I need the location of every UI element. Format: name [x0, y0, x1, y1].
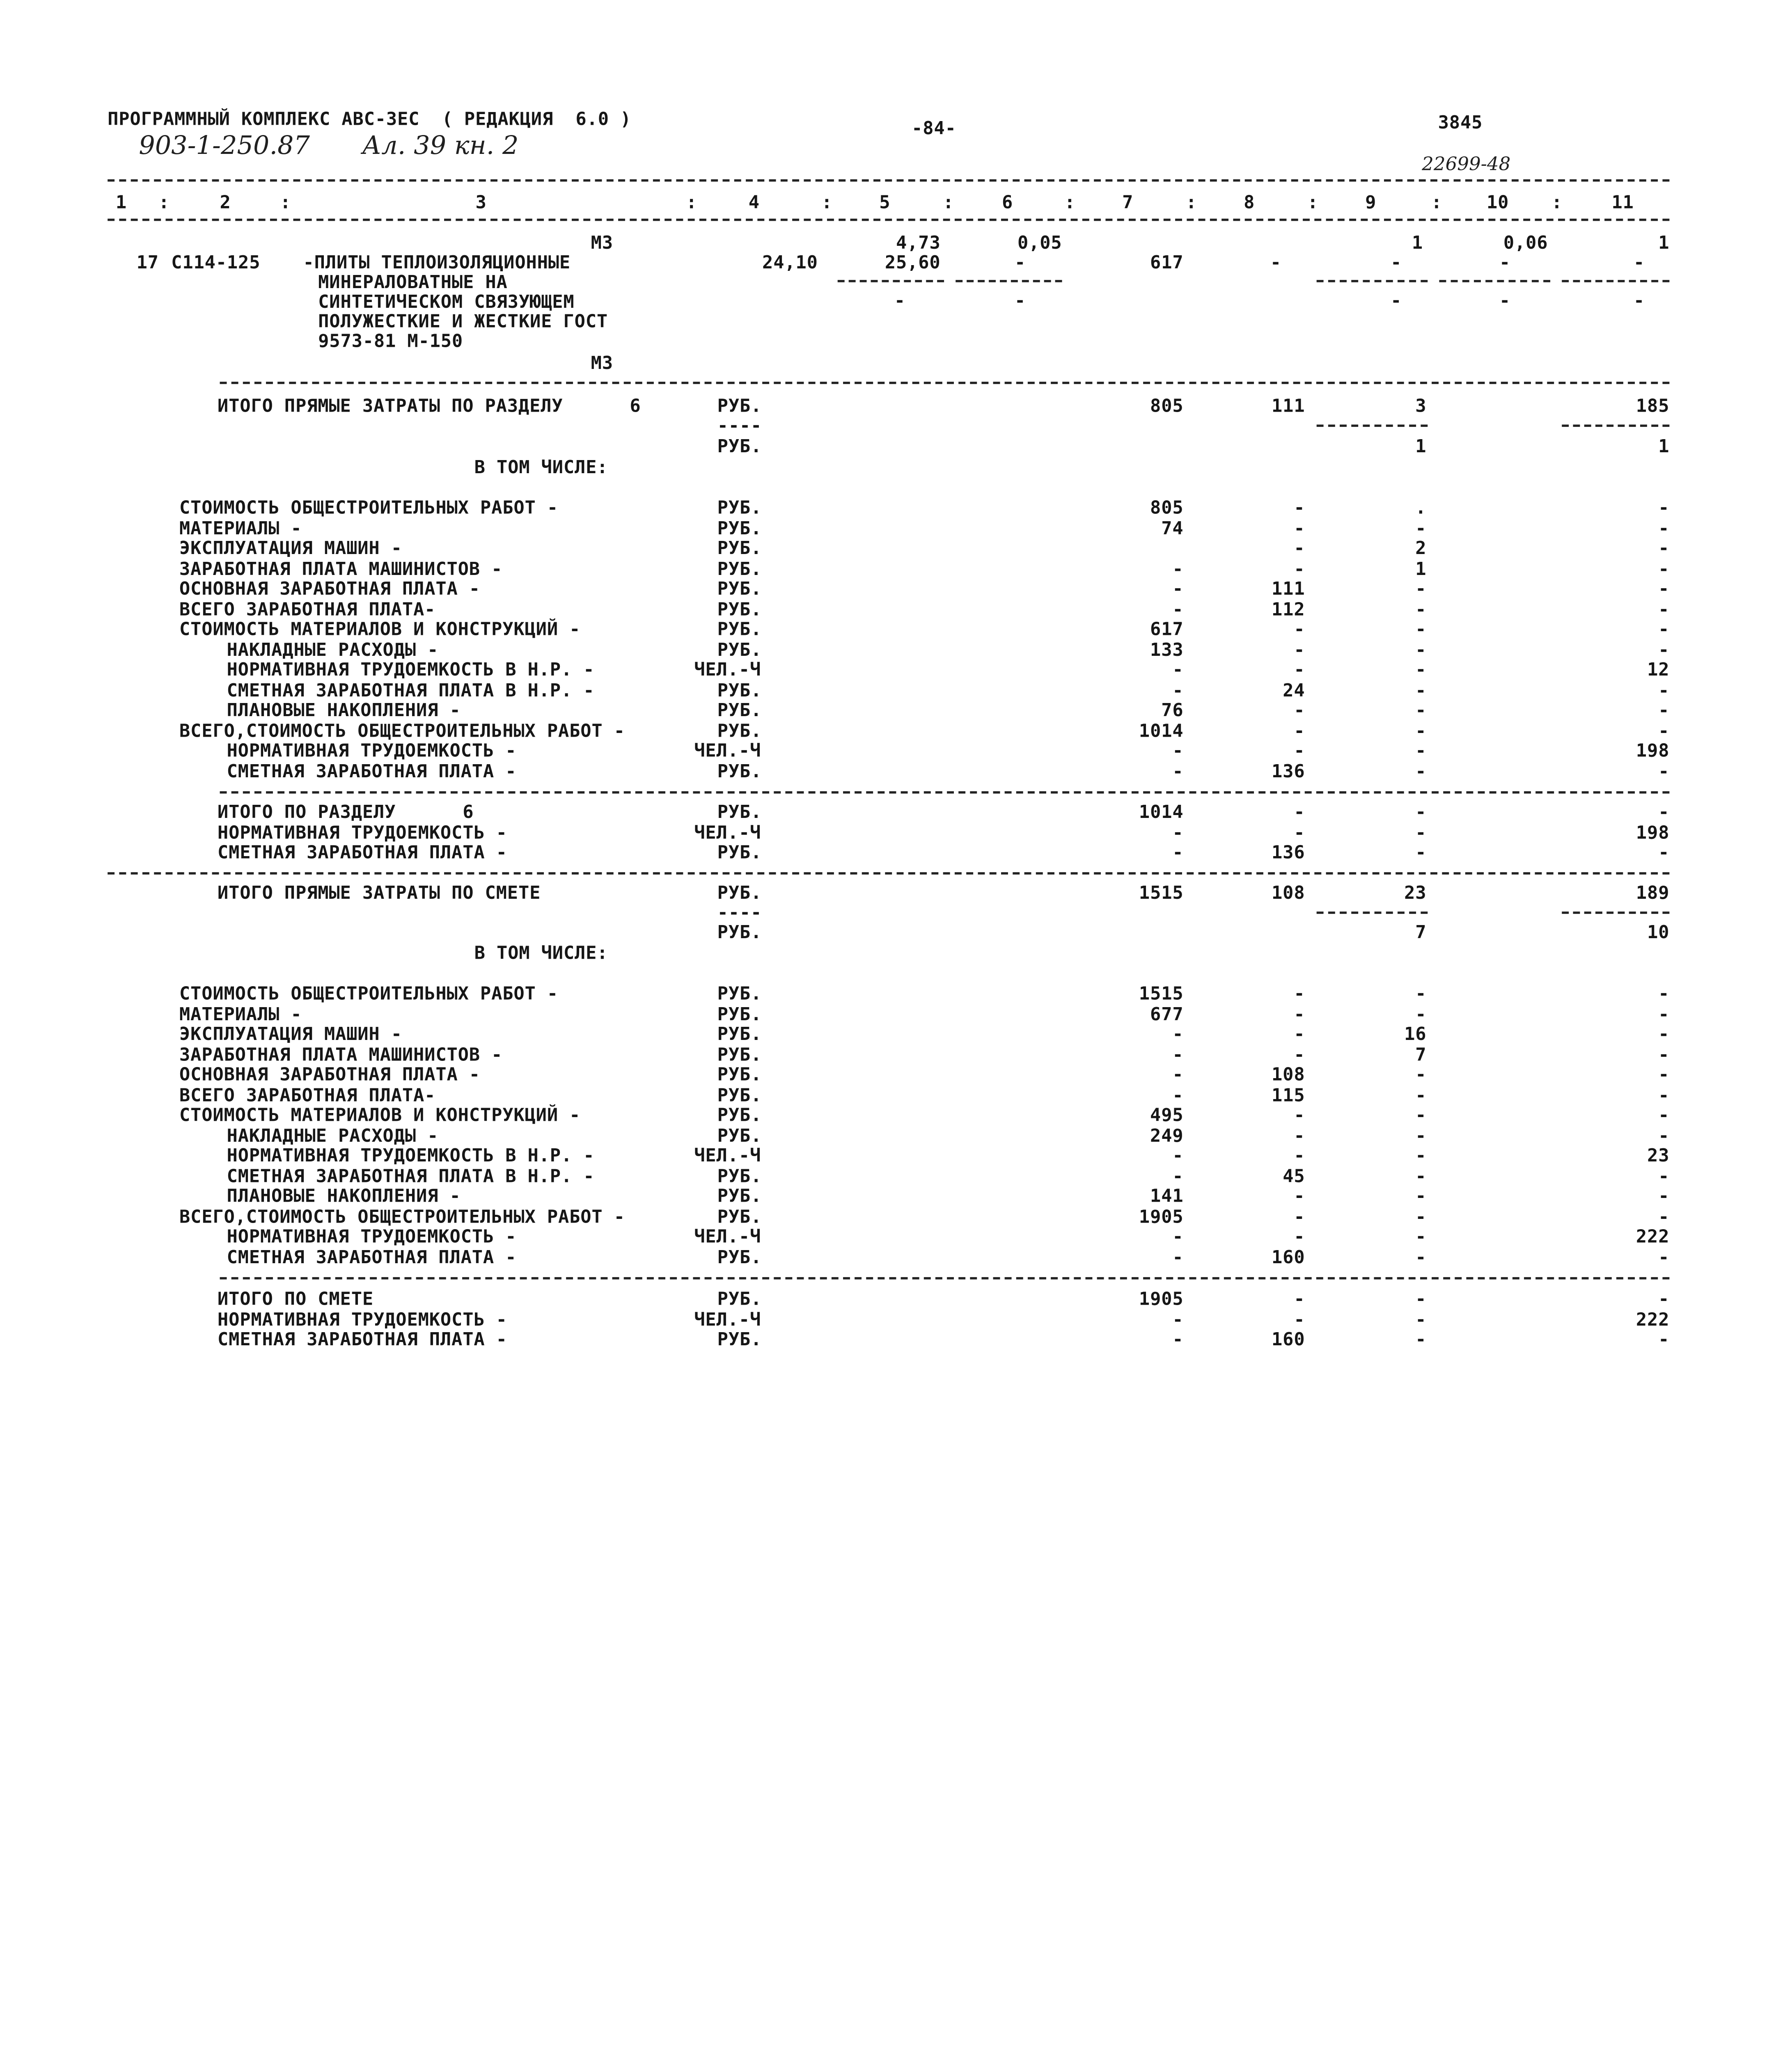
row-unit: РУБ. — [717, 538, 762, 559]
row-unit: РУБ. — [717, 1329, 762, 1350]
item-c6-top: 0,05 — [1017, 232, 1062, 254]
value-c8: 111 — [1272, 395, 1305, 417]
handwritten-project-number: 903-1-250.87 — [139, 132, 310, 161]
unit: РУБ. — [717, 436, 762, 457]
row-c9: - — [1415, 679, 1427, 701]
rule — [108, 179, 1669, 182]
column-number: 10 — [1487, 192, 1509, 213]
row-label: ЭКСПЛУАТАЦИЯ МАШИН - — [179, 538, 402, 559]
column-number: 9 — [1365, 192, 1377, 213]
row-c8: 136 — [1272, 760, 1305, 782]
row-c8: - — [1294, 720, 1305, 741]
row-c9: - — [1415, 1289, 1427, 1310]
page-marker: -84- — [912, 118, 956, 139]
row-c11: - — [1658, 1125, 1670, 1146]
row-unit: РУБ. — [717, 1024, 762, 1045]
row-c8: 108 — [1272, 1064, 1305, 1085]
row-c8: - — [1294, 619, 1305, 640]
row-label: МАТЕРИАЛЫ - — [179, 518, 302, 539]
item-c11-bot: - — [1634, 290, 1645, 311]
column-number: 3 — [475, 192, 487, 213]
row-label: СМЕТНАЯ ЗАРАБОТНАЯ ПЛАТА - — [227, 760, 517, 782]
row-c11: - — [1658, 1165, 1670, 1186]
item-c11-mid: - — [1634, 252, 1645, 273]
column-number: 11 — [1611, 192, 1634, 213]
rule — [220, 382, 1670, 384]
row-c9: - — [1415, 639, 1427, 660]
rule — [1562, 424, 1669, 427]
value-c7: 1515 — [1139, 882, 1184, 904]
row-unit: РУБ. — [717, 497, 762, 518]
including-heading: В ТОМ ЧИСЛЕ: — [474, 457, 608, 478]
row-c8: - — [1294, 740, 1305, 761]
rule — [1439, 280, 1550, 282]
value-c11: 1 — [1658, 436, 1670, 457]
row-c7: - — [1172, 1024, 1184, 1045]
row-c11: 222 — [1636, 1309, 1670, 1330]
row-label: ИТОГО ПО РАЗДЕЛУ 6 — [217, 802, 474, 823]
row-c8: 45 — [1283, 1165, 1305, 1186]
row-c7: - — [1172, 679, 1184, 701]
row-c9: - — [1415, 822, 1427, 843]
row-c7: - — [1172, 558, 1184, 579]
row-unit: РУБ. — [717, 1104, 762, 1126]
row-c11: - — [1658, 802, 1670, 823]
row-label: СТОИМОСТЬ ОБЩЕСТРОИТЕЛЬНЫХ РАБОТ - — [179, 497, 558, 518]
row-label: МАТЕРИАЛЫ - — [179, 1003, 302, 1024]
row-c9: - — [1415, 1329, 1427, 1350]
row-unit: РУБ. — [717, 842, 762, 863]
row-c11: - — [1658, 497, 1670, 518]
row-label: СМЕТНАЯ ЗАРАБОТНАЯ ПЛАТА - — [217, 1329, 507, 1350]
row-c7: - — [1172, 578, 1184, 600]
row-c11: - — [1658, 598, 1670, 620]
row-label: НОРМАТИВНАЯ ТРУДОЕМКОСТЬ - — [217, 822, 507, 843]
item-c6-mid: - — [1015, 252, 1026, 273]
row-c9: - — [1415, 598, 1427, 620]
row-c8: - — [1294, 1226, 1305, 1247]
including-heading: В ТОМ ЧИСЛЕ: — [474, 943, 608, 964]
row-unit: РУБ. — [717, 1064, 762, 1085]
row-c8: - — [1294, 1104, 1305, 1126]
row-c7: 1905 — [1139, 1206, 1184, 1227]
row-unit: РУБ. — [717, 1165, 762, 1186]
item-c9-top: 1 — [1412, 232, 1423, 254]
row-c7: 1515 — [1139, 983, 1184, 1004]
row-c11: - — [1658, 518, 1670, 539]
unit: РУБ. — [717, 922, 762, 943]
row-c9: - — [1415, 1084, 1427, 1106]
row-c8: - — [1294, 1289, 1305, 1310]
row-unit: РУБ. — [717, 1044, 762, 1065]
row-c7: - — [1172, 1309, 1184, 1330]
document-page: ПРОГРАММНЫЙ КОМПЛЕКС АВС-3ЕС ( РЕДАКЦИЯ 6.0 ) -84- 3845 903-1-250.87 Ал. 39 кн. 2 22699-48 1 : 2 : 3 : 4 : 5 : 6 : 7 : 8 : 9 : 10 : 11 М3 17 С114-125 -ПЛИТЫ ТЕПЛОИЗОЛЯЦИОННЫЕ МИНЕРАЛОВАТНЫЕ НА СИНТЕТИЧЕСКОМ СВЯЗУЮЩЕМ ПОЛУЖЕСТКИЕ И ЖЕСТКИЕ ГОСТ 9573-81 М-150 М3 24,10 4,73 25,60 - 0,05 - - 617 - 1 - - 0,06 - - 1 - - ИТОГО ПРЯМЫЕ ЗАТРАТЫ ПО РАЗДЕЛУ 6 РУБ. ---- РУБ. 805 111 3 1 185 1 В ТОМ ЧИСЛЕ: СТОИМОСТЬ ОБЩЕСТРОИТЕЛЬНЫХ РАБОТ - РУБ. 805 - . - МАТЕРИАЛЫ - РУБ. 74 - - - ЭКСПЛУАТАЦИЯ МАШИН - РУБ. - 2 - ЗАРАБОТНАЯ ПЛАТА МАШИНИСТОВ - РУБ. - - 1 - ОСНОВНАЯ ЗАРАБОТНАЯ ПЛАТА - РУБ. - 111 - - ВСЕГО ЗАРАБОТНАЯ ПЛАТА- РУБ. - 112 - - СТОИМОСТЬ МАТЕРИАЛОВ И КОНСТРУКЦИЙ - РУБ. 617 - - - НАКЛАДНЫЕ РАСХОДЫ - РУБ. 133 - - - НОРМАТИВНАЯ ТРУДОЕМКОСТЬ В Н.Р. - ЧЕЛ.-Ч - - - 12 СМЕТНАЯ ЗАРАБОТНАЯ ПЛАТА В Н.Р. - РУБ. - 24 - - ПЛАНОВЫЕ НАКОПЛЕНИЯ - РУБ. 76 - - - ВСЕГО,СТОИМОСТЬ ОБЩЕСТРОИТЕЛЬНЫХ РАБОТ - РУБ. 1014 - - - НОРМАТИВНАЯ ТРУДОЕМКОСТЬ - ЧЕЛ.-Ч - - - 198 СМЕТНАЯ ЗАРАБОТНАЯ ПЛАТА - РУБ. - 136 - - ИТОГО ПО РАЗДЕЛУ 6 РУБ. 1014 - - - НОРМАТИВНАЯ ТРУДОЕМКОСТЬ - ЧЕЛ.-Ч - - - 198 СМЕТНАЯ ЗАРАБОТНАЯ ПЛАТА - РУБ. - 136 - - ИТОГО ПРЯМЫЕ ЗАТРАТЫ ПО СМЕТЕ РУБ. ---- РУБ. 1515 108 23 7 189 10 В ТОМ ЧИСЛЕ: СТОИМОСТЬ ОБЩЕСТРОИТЕЛЬНЫХ РАБОТ - РУБ. 1515 - - - МАТЕРИАЛЫ - РУБ. 677 - - - ЭКСПЛУАТАЦИЯ МАШИН - РУБ. - - 16 - ЗАРАБОТНАЯ ПЛАТА МАШИНИСТОВ - РУБ. - - 7 - ОСНОВНАЯ ЗАРАБОТНАЯ ПЛАТА - РУБ. - 108 - - ВСЕГО ЗАРАБОТНАЯ ПЛАТА- РУБ. - 115 - - СТОИМОСТЬ МАТЕРИАЛОВ И КОНСТРУКЦИЙ - РУБ. 495 - - - НАКЛАДНЫЕ РАСХОДЫ - РУБ. 249 - - - НОРМАТИВНАЯ ТРУДОЕМКОСТЬ В Н.Р. - ЧЕЛ.-Ч - - - 23 СМЕТНАЯ ЗАРАБОТНАЯ ПЛАТА В Н.Р. - РУБ. - 45 - - ПЛАНОВЫЕ НАКОПЛЕНИЯ - РУБ. 141 - - - ВСЕГО,СТОИМОСТЬ ОБЩЕСТРОИТЕЛЬНЫХ РАБОТ - РУБ. 1905 - - - НОРМАТИВНАЯ ТРУДОЕМКОСТЬ - ЧЕЛ.-Ч - - - 222 СМЕТНАЯ ЗАРАБОТНАЯ ПЛАТА - РУБ. - 160 - - ИТОГО ПО СМЕТЕ РУБ. 1905 - - - НОРМАТИВНАЯ ТРУДОЕМКОСТЬ - ЧЕЛ.-Ч - - - 222 СМЕТНАЯ ЗАРАБОТНАЯ ПЛАТА - РУБ. - 160 - - — [108, 108, 1670, 1350]
value-c11: 10 — [1647, 922, 1670, 943]
row-c9: - — [1415, 578, 1427, 600]
row-c9: - — [1415, 659, 1427, 680]
column-number: 5 — [879, 192, 891, 213]
value-c7: 805 — [1150, 395, 1184, 417]
row-c11: 23 — [1647, 1145, 1670, 1166]
rule — [1562, 280, 1669, 282]
row-c11: - — [1658, 639, 1670, 660]
row-c11: - — [1658, 1024, 1670, 1045]
row-c9: - — [1415, 720, 1427, 741]
item-description-line: 9573-81 М-150 — [318, 331, 463, 352]
row-c11: - — [1658, 1246, 1670, 1267]
value-c9: 7 — [1415, 922, 1427, 943]
row-label: СТОИМОСТЬ ОБЩЕСТРОИТЕЛЬНЫХ РАБОТ - — [179, 983, 558, 1004]
row-c7: - — [1172, 1145, 1184, 1166]
row-c7: 74 — [1161, 518, 1184, 539]
item-unit: М3 — [591, 353, 613, 374]
row-c8: - — [1294, 1125, 1305, 1146]
row-c7: 1014 — [1139, 720, 1184, 741]
row-unit: РУБ. — [717, 619, 762, 640]
value-c8: 108 — [1272, 882, 1305, 904]
row-label: ВСЕГО ЗАРАБОТНАЯ ПЛАТА- — [179, 1084, 436, 1106]
row-c7: - — [1172, 1044, 1184, 1065]
row-c7: - — [1172, 822, 1184, 843]
unit-dash: ---- — [717, 415, 762, 436]
row-c9: - — [1415, 1226, 1427, 1247]
row-c11: - — [1658, 1186, 1670, 1207]
row-unit: РУБ. — [717, 720, 762, 741]
rule — [220, 1277, 1670, 1280]
row-label: ЗАРАБОТНАЯ ПЛАТА МАШИНИСТОВ - — [179, 558, 503, 579]
row-c11: - — [1658, 1064, 1670, 1085]
row-c11: 198 — [1636, 740, 1670, 761]
row-c8: - — [1294, 1003, 1305, 1024]
row-c8: - — [1294, 1309, 1305, 1330]
row-c9: - — [1415, 1186, 1427, 1207]
row-c7: - — [1172, 1084, 1184, 1106]
row-unit: РУБ. — [717, 700, 762, 721]
row-c7: 249 — [1150, 1125, 1184, 1146]
row-c9: - — [1415, 619, 1427, 640]
column-number: 1 — [115, 192, 127, 213]
row-unit: РУБ. — [717, 802, 762, 823]
row-c9: 7 — [1415, 1044, 1427, 1065]
row-c8: - — [1294, 700, 1305, 721]
row-unit: ЧЕЛ.-Ч — [694, 1309, 761, 1330]
value-c11: 189 — [1636, 882, 1670, 904]
value-c9: 23 — [1404, 882, 1427, 904]
unit: РУБ. — [717, 395, 762, 417]
row-c8: 112 — [1272, 598, 1305, 620]
row-label: СТОИМОСТЬ МАТЕРИАЛОВ И КОНСТРУКЦИЙ - — [179, 619, 581, 640]
rule — [1317, 280, 1428, 282]
row-c7: 1014 — [1139, 802, 1184, 823]
row-c11: - — [1658, 1084, 1670, 1106]
section-direct-label: ИТОГО ПРЯМЫЕ ЗАТРАТЫ ПО РАЗДЕЛУ 6 — [217, 395, 641, 417]
row-label: ОСНОВНАЯ ЗАРАБОТНАЯ ПЛАТА - — [179, 1064, 480, 1085]
row-c8: - — [1294, 518, 1305, 539]
item-number: 17 — [136, 252, 159, 273]
row-label: ВСЕГО,СТОИМОСТЬ ОБЩЕСТРОИТЕЛЬНЫХ РАБОТ - — [179, 720, 625, 741]
row-label: ЗАРАБОТНАЯ ПЛАТА МАШИНИСТОВ - — [179, 1044, 503, 1065]
value-c9: 1 — [1415, 436, 1427, 457]
row-c11: - — [1658, 1329, 1670, 1350]
row-unit: РУБ. — [717, 1186, 762, 1207]
row-label: НАКЛАДНЫЕ РАСХОДЫ - — [227, 639, 439, 660]
column-number: 7 — [1122, 192, 1134, 213]
row-c11: 12 — [1647, 659, 1670, 680]
item-c9-mid: - — [1391, 252, 1402, 273]
rule — [1317, 911, 1428, 914]
row-c11: 198 — [1636, 822, 1670, 843]
row-c9: - — [1415, 760, 1427, 782]
row-c7: 677 — [1150, 1003, 1184, 1024]
column-number: 2 — [220, 192, 231, 213]
row-c7: - — [1172, 1064, 1184, 1085]
row-label: ЭКСПЛУАТАЦИЯ МАШИН - — [179, 1024, 402, 1045]
row-label: ИТОГО ПО СМЕТЕ — [217, 1289, 374, 1310]
unit: РУБ. — [717, 882, 762, 904]
row-unit: ЧЕЛ.-Ч — [694, 659, 761, 680]
rule — [108, 872, 1669, 875]
row-label: ВСЕГО,СТОИМОСТЬ ОБЩЕСТРОИТЕЛЬНЫХ РАБОТ - — [179, 1206, 625, 1227]
column-number: 4 — [748, 192, 760, 213]
estimate-direct-label: ИТОГО ПРЯМЫЕ ЗАТРАТЫ ПО СМЕТЕ — [217, 882, 541, 904]
row-c11: - — [1658, 558, 1670, 579]
row-c9: - — [1415, 1309, 1427, 1330]
row-c7: - — [1172, 842, 1184, 863]
item-c10-mid: - — [1499, 252, 1511, 273]
row-unit: РУБ. — [717, 1084, 762, 1106]
row-c11: - — [1658, 578, 1670, 600]
row-c11: 222 — [1636, 1226, 1670, 1247]
row-c7: 133 — [1150, 639, 1184, 660]
row-c9: - — [1415, 1104, 1427, 1126]
row-c9: - — [1415, 1003, 1427, 1024]
row-c11: - — [1658, 1003, 1670, 1024]
item-c8: - — [1270, 252, 1282, 273]
handwritten-code: 22699-48 — [1422, 153, 1511, 175]
row-c8: 136 — [1272, 842, 1305, 863]
item-code: С114-125 — [171, 252, 261, 273]
rule — [1317, 424, 1428, 427]
row-c9: - — [1415, 1064, 1427, 1085]
row-c9: - — [1415, 1165, 1427, 1186]
row-c7: 495 — [1150, 1104, 1184, 1126]
row-c11: - — [1658, 1289, 1670, 1310]
row-label: НОРМАТИВНАЯ ТРУДОЕМКОСТЬ - — [227, 1226, 517, 1247]
row-label: СМЕТНАЯ ЗАРАБОТНАЯ ПЛАТА - — [217, 842, 507, 863]
row-c9: - — [1415, 1125, 1427, 1146]
row-unit: РУБ. — [717, 1289, 762, 1310]
row-label: ПЛАНОВЫЕ НАКОПЛЕНИЯ - — [227, 1186, 461, 1207]
row-c8: - — [1294, 659, 1305, 680]
row-c9: 16 — [1404, 1024, 1427, 1045]
row-c7: - — [1172, 1226, 1184, 1247]
program-title: ПРОГРАММНЫЙ КОМПЛЕКС АВС-3ЕС ( РЕДАКЦИЯ 6.0 ) — [108, 108, 632, 130]
row-c8: - — [1294, 1206, 1305, 1227]
row-c7: 1905 — [1139, 1289, 1184, 1310]
row-c9: - — [1415, 740, 1427, 761]
row-c11: - — [1658, 1206, 1670, 1227]
value-c11: 185 — [1636, 395, 1670, 417]
row-c9: - — [1415, 1246, 1427, 1267]
handwritten-album-note: Ал. 39 кн. 2 — [362, 132, 519, 161]
row-unit: РУБ. — [717, 598, 762, 620]
row-c8: 160 — [1272, 1329, 1305, 1350]
row-label: НОРМАТИВНАЯ ТРУДОЕМКОСТЬ В Н.Р. - — [227, 1145, 595, 1166]
item-c9-bot: - — [1391, 290, 1402, 311]
item-unit: М3 — [591, 232, 613, 254]
item-description-line: СИНТЕТИЧЕСКОМ СВЯЗУЮЩЕМ — [318, 291, 575, 313]
row-unit: РУБ. — [717, 558, 762, 579]
row-label: НОРМАТИВНАЯ ТРУДОЕМКОСТЬ - — [217, 1309, 507, 1330]
row-unit: ЧЕЛ.-Ч — [694, 1145, 761, 1166]
row-c7: - — [1172, 1329, 1184, 1350]
row-c11: - — [1658, 538, 1670, 559]
row-c8: 111 — [1272, 578, 1305, 600]
item-c5-mid: 25,60 — [885, 252, 941, 273]
row-label: СТОИМОСТЬ МАТЕРИАЛОВ И КОНСТРУКЦИЙ - — [179, 1104, 581, 1126]
row-c11: - — [1658, 983, 1670, 1004]
row-c11: - — [1658, 842, 1670, 863]
row-label: НАКЛАДНЫЕ РАСХОДЫ - — [227, 1125, 439, 1146]
item-c10-top: 0,06 — [1503, 232, 1548, 254]
item-c6-bot: - — [1015, 290, 1026, 311]
row-c8: - — [1294, 538, 1305, 559]
item-c5-top: 4,73 — [896, 232, 941, 254]
row-c7: - — [1172, 740, 1184, 761]
unit-dash: ---- — [717, 902, 762, 923]
row-unit: РУБ. — [717, 1246, 762, 1267]
row-unit: РУБ. — [717, 760, 762, 782]
item-c10-bot: - — [1499, 290, 1511, 311]
row-c8: 160 — [1272, 1246, 1305, 1267]
row-unit: ЧЕЛ.-Ч — [694, 1226, 761, 1247]
row-c7: 805 — [1150, 497, 1184, 518]
row-c7: - — [1172, 760, 1184, 782]
row-label: ОСНОВНАЯ ЗАРАБОТНАЯ ПЛАТА - — [179, 578, 480, 600]
row-c7: - — [1172, 659, 1184, 680]
row-unit: ЧЕЛ.-Ч — [694, 822, 761, 843]
row-c8: - — [1294, 558, 1305, 579]
row-c8: - — [1294, 497, 1305, 518]
row-unit: РУБ. — [717, 679, 762, 701]
row-label: ПЛАНОВЫЕ НАКОПЛЕНИЯ - — [227, 700, 461, 721]
row-c9: 2 — [1415, 538, 1427, 559]
row-label: СМЕТНАЯ ЗАРАБОТНАЯ ПЛАТА В Н.Р. - — [227, 679, 595, 701]
row-c8: - — [1294, 1024, 1305, 1045]
item-description-line: МИНЕРАЛОВАТНЫЕ НА — [318, 272, 508, 293]
row-unit: РУБ. — [717, 1125, 762, 1146]
rule — [1562, 911, 1669, 914]
row-c8: 115 — [1272, 1084, 1305, 1106]
item-c5-bot: - — [894, 290, 906, 311]
rule — [220, 791, 1670, 794]
document-number: 3845 — [1438, 112, 1483, 133]
row-unit: РУБ. — [717, 578, 762, 600]
row-c9: - — [1415, 842, 1427, 863]
row-label: СМЕТНАЯ ЗАРАБОТНАЯ ПЛАТА В Н.Р. - — [227, 1165, 595, 1186]
row-unit: ЧЕЛ.-Ч — [694, 740, 761, 761]
row-c8: - — [1294, 983, 1305, 1004]
row-c9: - — [1415, 518, 1427, 539]
row-c11: - — [1658, 619, 1670, 640]
row-unit: РУБ. — [717, 1003, 762, 1024]
value-c9: 3 — [1415, 395, 1427, 417]
row-c8: - — [1294, 802, 1305, 823]
row-c8: - — [1294, 1044, 1305, 1065]
row-c8: - — [1294, 822, 1305, 843]
row-c9: - — [1415, 802, 1427, 823]
row-c8: - — [1294, 639, 1305, 660]
row-c9: - — [1415, 700, 1427, 721]
row-c7: 141 — [1150, 1186, 1184, 1207]
row-c8: - — [1294, 1145, 1305, 1166]
item-description-line: -ПЛИТЫ ТЕПЛОИЗОЛЯЦИОННЫЕ — [303, 252, 571, 273]
row-unit: РУБ. — [717, 639, 762, 660]
row-unit: РУБ. — [717, 1206, 762, 1227]
row-unit: РУБ. — [717, 518, 762, 539]
row-c9: 1 — [1415, 558, 1427, 579]
row-c11: - — [1658, 1104, 1670, 1126]
row-c11: - — [1658, 1044, 1670, 1065]
rule — [956, 280, 1062, 282]
row-c9: - — [1415, 983, 1427, 1004]
rule — [108, 219, 1669, 221]
row-c8: - — [1294, 1186, 1305, 1207]
row-c11: - — [1658, 700, 1670, 721]
item-c11-top: 1 — [1658, 232, 1670, 254]
item-c7: 617 — [1150, 252, 1184, 273]
row-c7: 617 — [1150, 619, 1184, 640]
row-c9: - — [1415, 1145, 1427, 1166]
row-label: ВСЕГО ЗАРАБОТНАЯ ПЛАТА- — [179, 598, 436, 620]
column-number: 6 — [1001, 192, 1013, 213]
row-c9: . — [1415, 497, 1427, 518]
row-c7: - — [1172, 1165, 1184, 1186]
row-c9: - — [1415, 1206, 1427, 1227]
row-c11: - — [1658, 679, 1670, 701]
row-unit: РУБ. — [717, 983, 762, 1004]
row-c7: - — [1172, 1246, 1184, 1267]
row-c7: - — [1172, 598, 1184, 620]
rule — [838, 280, 944, 282]
row-c7: 76 — [1161, 700, 1184, 721]
column-number: 8 — [1244, 192, 1255, 213]
row-label: НОРМАТИВНАЯ ТРУДОЕМКОСТЬ - — [227, 740, 517, 761]
row-c8: 24 — [1283, 679, 1305, 701]
row-label: СМЕТНАЯ ЗАРАБОТНАЯ ПЛАТА - — [227, 1246, 517, 1267]
row-label: НОРМАТИВНАЯ ТРУДОЕМКОСТЬ В Н.Р. - — [227, 659, 595, 680]
item-description-line: ПОЛУЖЕСТКИЕ И ЖЕСТКИЕ ГОСТ — [318, 311, 608, 332]
row-c11: - — [1658, 760, 1670, 782]
item-quantity: 24,10 — [762, 252, 818, 273]
row-c11: - — [1658, 720, 1670, 741]
